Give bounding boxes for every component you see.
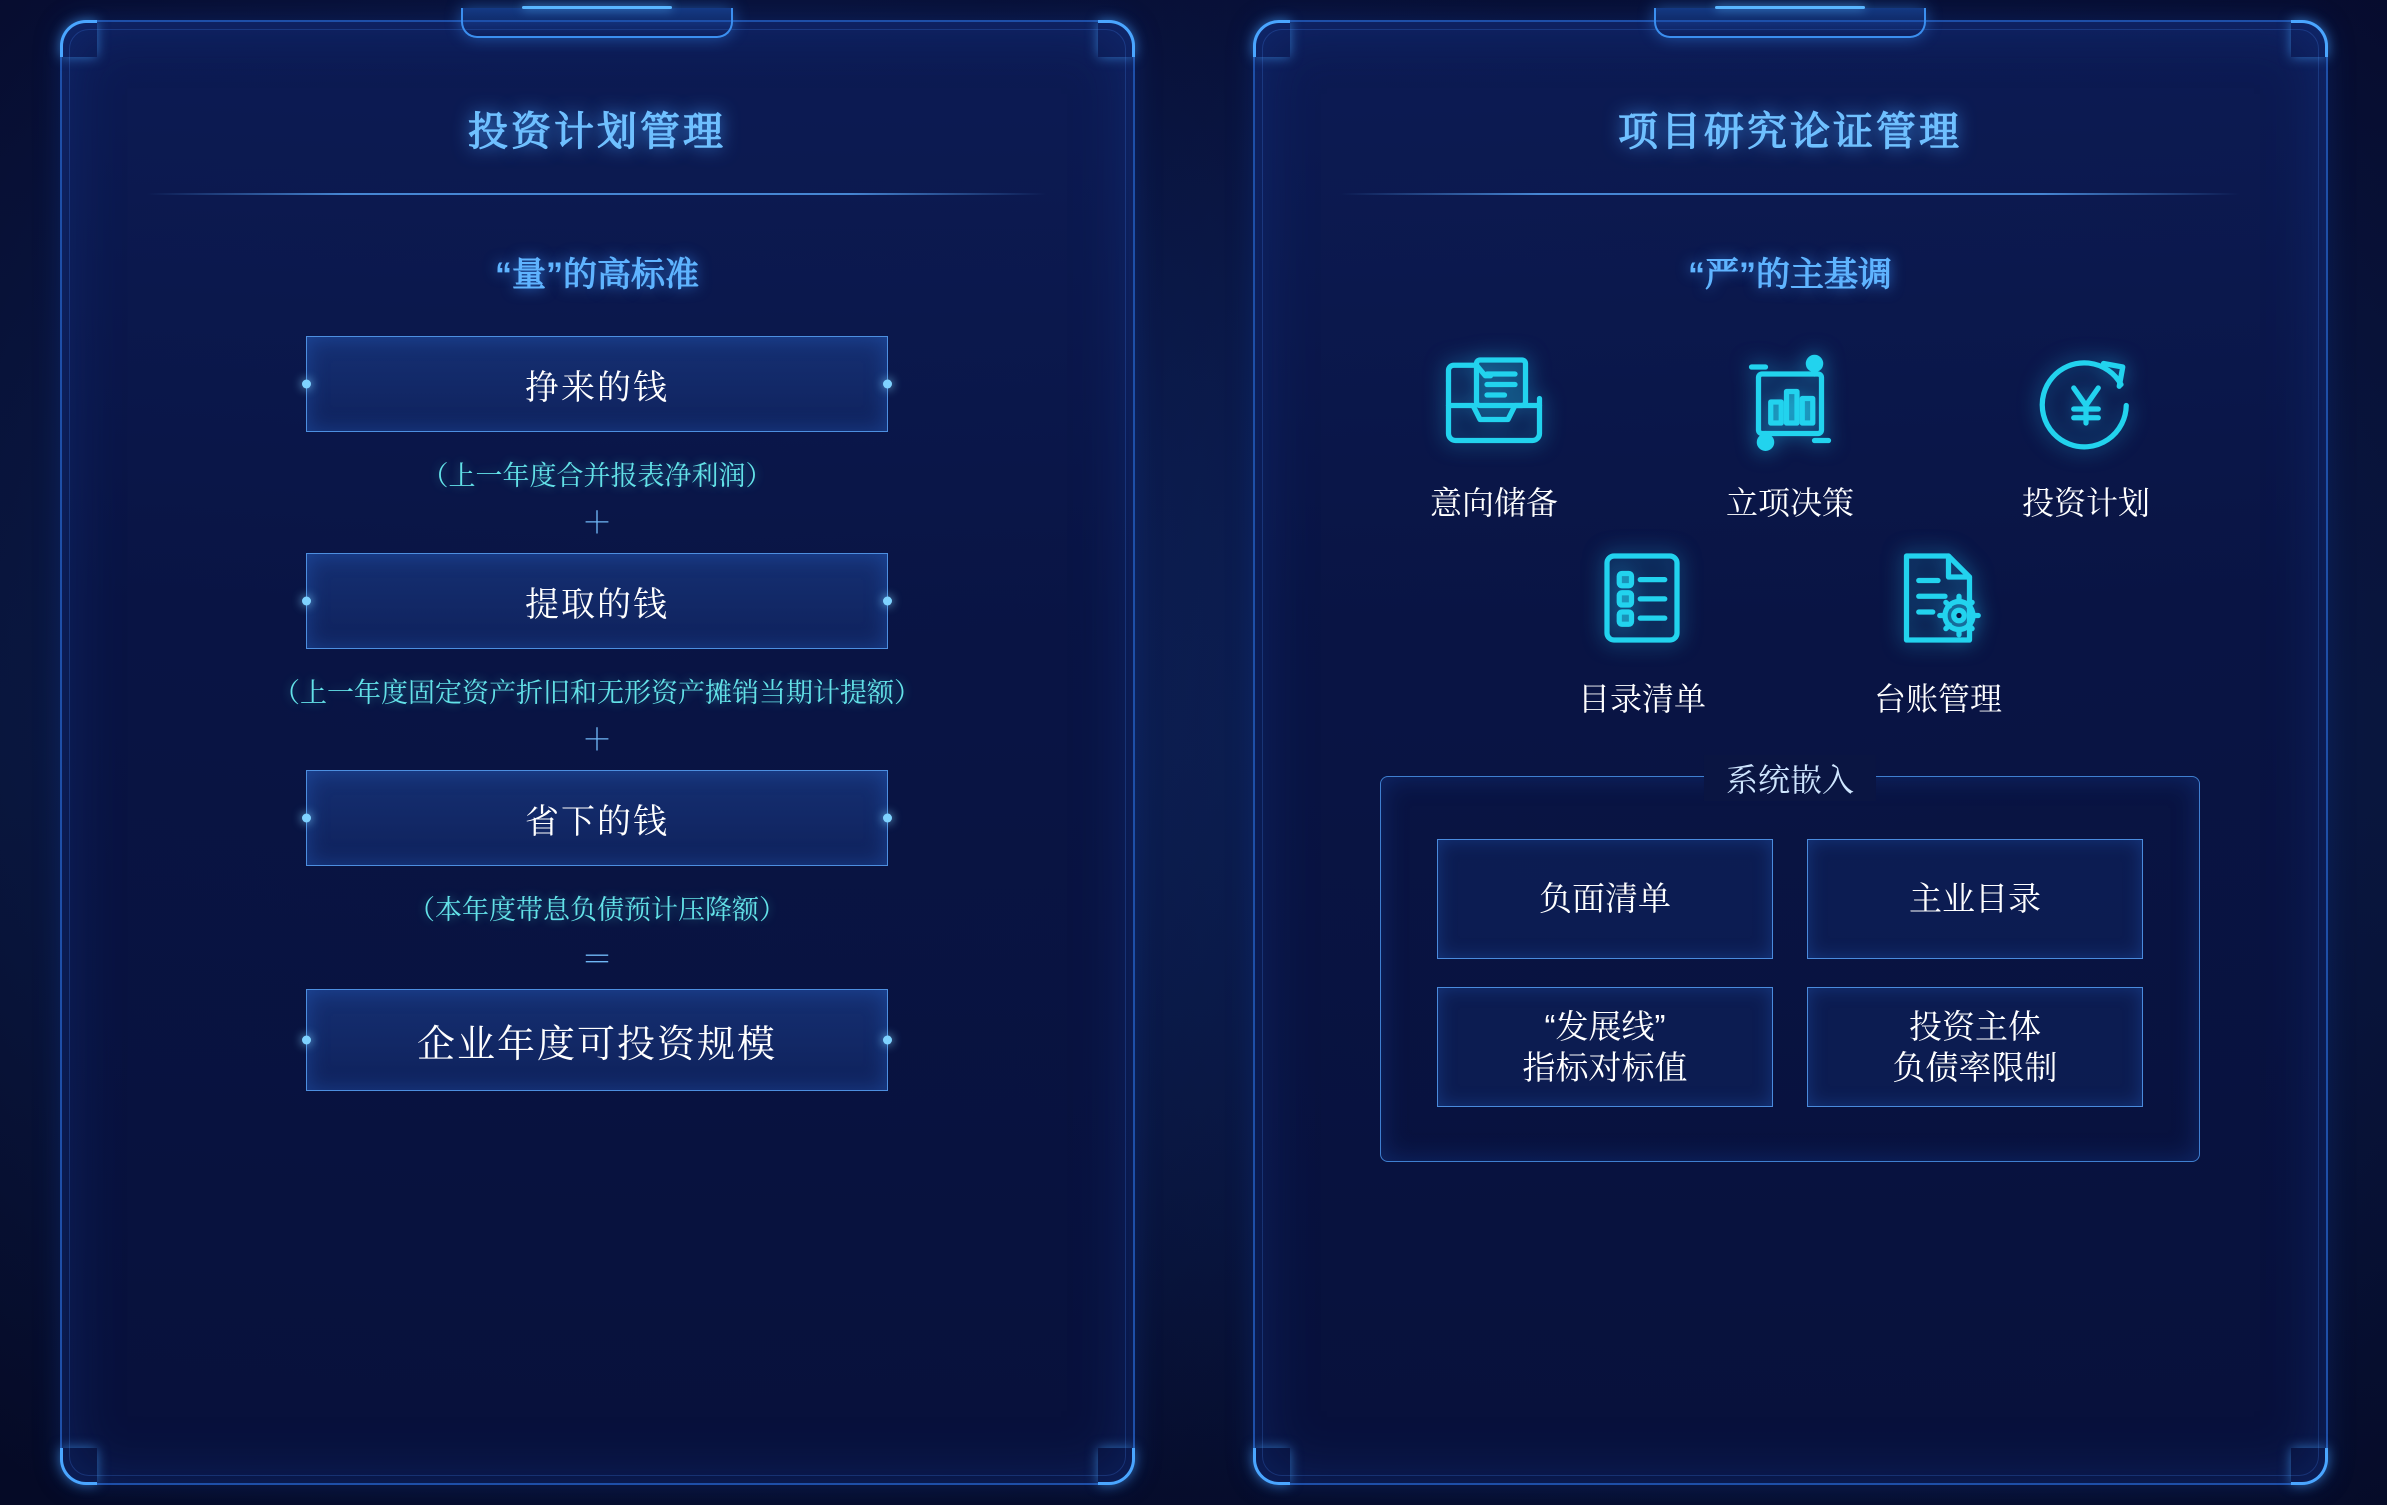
folder-document-icon	[1434, 342, 1554, 462]
flow-box-label: 挣来的钱	[525, 368, 669, 407]
yuan-refresh-icon	[2026, 342, 2146, 462]
corner-decoration	[1253, 1448, 1290, 1485]
panel-project-research	[1253, 20, 2328, 1485]
flow-box-label: 提取的钱	[525, 585, 669, 624]
feature-label: 目录清单	[1577, 681, 1706, 717]
corner-decoration	[60, 20, 97, 57]
flow-box-label: 省下的钱	[525, 802, 669, 841]
feature-icon-row-2	[1470, 538, 2110, 720]
connector-dot	[883, 814, 892, 823]
embed-box-line2: 指标对标值	[1522, 1049, 1688, 1086]
feature-label: 立项决策	[1725, 485, 1854, 521]
connector-dot	[302, 597, 311, 606]
flow-operator-plus-2: ＋	[582, 724, 612, 757]
corner-decoration	[1253, 20, 1290, 57]
system-embed-legend: 系统嵌入	[1704, 755, 1876, 801]
corner-decoration	[60, 1448, 97, 1485]
corner-decoration	[1098, 1448, 1135, 1485]
flow-operator-plus-1: ＋	[582, 507, 612, 540]
right-panel-title: 项目研究论证管理	[1618, 110, 1962, 154]
feature-project-decision[interactable]	[1685, 342, 1895, 524]
flow-result-label: 企业年度可投资规模	[416, 1023, 777, 1066]
right-panel-subtitle: “严”的主基调	[1688, 256, 1892, 294]
system-embed-grid	[1437, 839, 2143, 1107]
panel-investment-plan	[60, 20, 1135, 1485]
connector-dot	[883, 1036, 892, 1045]
connector-dot	[883, 597, 892, 606]
feature-catalog-list[interactable]	[1537, 538, 1747, 720]
flow-box-earned	[306, 336, 888, 432]
flow-box-saved	[306, 770, 888, 866]
checklist-icon	[1582, 538, 1702, 658]
flow-note-extracted: （上一年度固定资产折旧和无形资产摊销当期计提额）	[273, 678, 921, 708]
embed-box-debt-ratio-limit[interactable]	[1807, 987, 2143, 1107]
feature-icon-row-1	[1375, 342, 2205, 524]
panel-notch-left	[461, 8, 733, 38]
corner-decoration	[2291, 1448, 2328, 1485]
bar-chart-icon	[1730, 342, 1850, 462]
corner-decoration	[2291, 20, 2328, 57]
connector-dot	[883, 380, 892, 389]
left-panel-title: 投资计划管理	[468, 110, 726, 154]
embed-box-line1: 投资主体	[1909, 1007, 2041, 1045]
flow-note-earned: （上一年度合并报表净利润）	[421, 461, 773, 491]
flow-note-saved: （本年度带息负债预计压降额）	[408, 895, 786, 925]
embed-box-main-business-catalog[interactable]	[1807, 839, 2143, 959]
feature-label: 意向储备	[1429, 485, 1558, 521]
connector-dot	[302, 1036, 311, 1045]
left-panel-subtitle: “量”的高标准	[495, 256, 699, 294]
flow-operator-equals: ＝	[580, 941, 613, 977]
system-embed-group	[1380, 762, 2200, 1162]
connector-dot	[302, 380, 311, 389]
feature-ledger-management[interactable]	[1833, 538, 2043, 720]
investment-formula-flow	[273, 336, 921, 1091]
embed-box-development-line[interactable]	[1437, 987, 1773, 1107]
feature-label: 投资计划	[2021, 485, 2150, 521]
feature-label: 台账管理	[1873, 681, 2002, 717]
title-divider	[1340, 193, 2240, 195]
embed-box-negative-list[interactable]	[1437, 839, 1773, 959]
embed-box-line1: 主业目录	[1909, 880, 2041, 918]
panel-notch-right	[1654, 8, 1926, 38]
corner-decoration	[1098, 20, 1135, 57]
feature-investment-plan[interactable]	[1981, 342, 2191, 524]
flow-box-result	[306, 989, 888, 1091]
embed-box-line1: 负面清单	[1539, 880, 1671, 918]
embed-box-line2: 负债率限制	[1892, 1049, 2058, 1086]
title-divider	[147, 193, 1047, 195]
connector-dot	[302, 814, 311, 823]
embed-box-line1: “发展线”	[1544, 1007, 1666, 1045]
document-gear-icon	[1878, 538, 1998, 658]
flow-box-extracted	[306, 553, 888, 649]
feature-intent-reserve[interactable]	[1389, 342, 1599, 524]
